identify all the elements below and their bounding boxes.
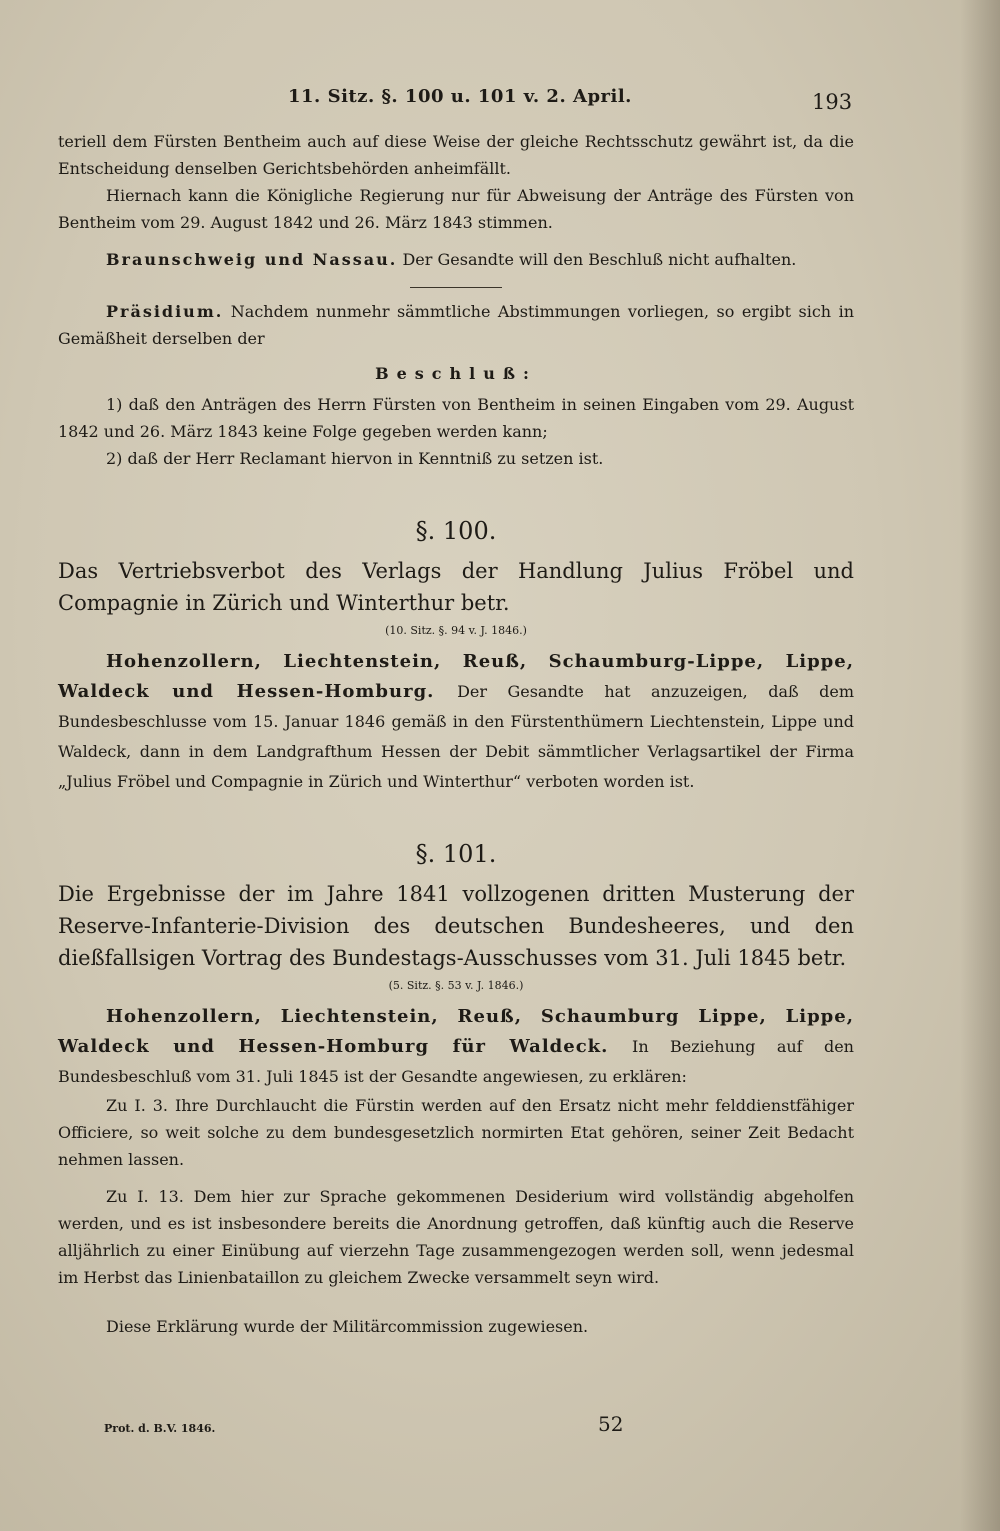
- section-100-citation: (10. Sitz. §. 94 v. J. 1846.): [385, 624, 527, 637]
- beschluss-item-2: 2) daß der Herr Reclamant hiervon in Kenntniß zu setzen ist.: [106, 449, 604, 468]
- speaker-praesidium: Präsidium.: [106, 302, 224, 321]
- section-100-title: Das Vertriebsverbot des Verlags der Handlung Julius Fröbel und Compagnie in Zürich und Winterthur betr.: [58, 559, 854, 615]
- paragraph-braunschweig: [58, 246, 854, 273]
- section-101-citation: (5. Sitz. §. 53 v. J. 1846.): [388, 979, 524, 992]
- page-header: [0, 86, 1000, 116]
- section-101-title: Die Ergebnisse der im Jahre 1841 vollzogenen dritten Musterung der Reserve-Infanterie-Division des deutschen Bundesheeres, und den dießfallsigen Vortrag des Bundestags-Ausschusses vom 31. Juli 1845 betr.: [58, 882, 854, 970]
- footer-sheet-number: 52: [598, 1412, 624, 1436]
- section-101-closing: Diese Erklärung wurde der Militärcommission zugewiesen.: [106, 1317, 589, 1336]
- beschluss-heading: Beschluß:: [375, 364, 537, 383]
- section-100-statement: Der Gesandte hat anzuzeigen, daß dem Bundesbeschlusse vom 15. Januar 1846 gemäß in den Fürstenthümern Liechtenstein, Lippe und Waldeck, dann in dem Landgrafthum Hessen der Debit sämmtlicher Verlagsartikel der Firma „Julius Fröbel und Compagnie in Zürich und Winterthur“ verboten worden ist.: [58, 682, 854, 791]
- running-head: 11. Sitz. §. 100 u. 101 v. 2. April.: [288, 86, 632, 107]
- section-100-mark: §. 100.: [415, 517, 497, 545]
- paragraph-continuation: teriell dem Fürsten Bentheim auch auf diese Weise der gleiche Rechtsschutz gewährt ist, da die Entscheidung denselben Gerichtsbehörden anheimfällt.: [58, 132, 854, 178]
- section-101-mark: §. 101.: [415, 840, 497, 868]
- section-101-zu-2: Zu I. 13. Dem hier zur Sprache gekommenen Desiderium wird vollständig abgeholfen werden, und es ist insbesondere bereits die Anordnung getroffen, daß künftig auch die Reserve alljährlich zu einer Einübung auf vierzehn Tage zusammengezogen werden soll, wenn jedesmal im Herbst das Linienbataillon zu gleichem Zwecke versammelt seyn wird.: [58, 1187, 854, 1287]
- beschluss-item-1: 1) daß den Anträgen des Herrn Fürsten von Bentheim in seinen Eingaben vom 29. August 1842 und 26. März 1843 keine Folge gegeben werden kann;: [58, 395, 854, 441]
- page-number: 193: [812, 90, 853, 114]
- section-divider: [410, 287, 502, 288]
- page-footer: [0, 1412, 1000, 1442]
- section-101-body: [58, 1002, 854, 1092]
- section-100-states: Hohenzollern, Liechtenstein, Reuß, Schaumburg-Lippe, Lippe, Waldeck und Hessen-Homburg.: [58, 651, 854, 702]
- speaker-statement: Der Gesandte will den Beschluß nicht aufhalten.: [402, 250, 797, 269]
- section-101-statement: In Beziehung auf den Bundesbeschluß vom 31. Juli 1845 ist der Gesandte angewiesen, zu erklären:: [58, 1037, 854, 1086]
- praesidium-statement: Nachdem nunmehr sämmtliche Abstimmungen vorliegen, so ergibt sich in Gemäßheit derselben der: [58, 302, 854, 348]
- section-100-body: [58, 647, 854, 797]
- page-content: [58, 128, 854, 1340]
- footer-signature: Prot. d. B.V. 1846.: [104, 1422, 216, 1435]
- speaker-braunschweig-nassau: Braunschweig und Nassau.: [106, 250, 398, 269]
- paragraph-hiernach: Hiernach kann die Königliche Regierung nur für Abweisung der Anträge des Fürsten von Bentheim vom 29. August 1842 und 26. März 1843 stimmen.: [58, 186, 854, 232]
- section-101-zu-1: Zu I. 3. Ihre Durchlaucht die Fürstin werden auf den Ersatz nicht mehr felddienstfähiger Officiere, so weit solche zu dem bundesgesetzlich normirten Etat gehören, seiner Zeit Bedacht nehmen lassen.: [58, 1096, 854, 1169]
- page-gutter-shadow: [960, 0, 1000, 1531]
- paragraph-praesidium: [58, 298, 854, 352]
- section-101-states: Hohenzollern, Liechtenstein, Reuß, Schaumburg Lippe, Lippe, Waldeck und Hessen-Homburg für Waldeck.: [58, 1006, 854, 1057]
